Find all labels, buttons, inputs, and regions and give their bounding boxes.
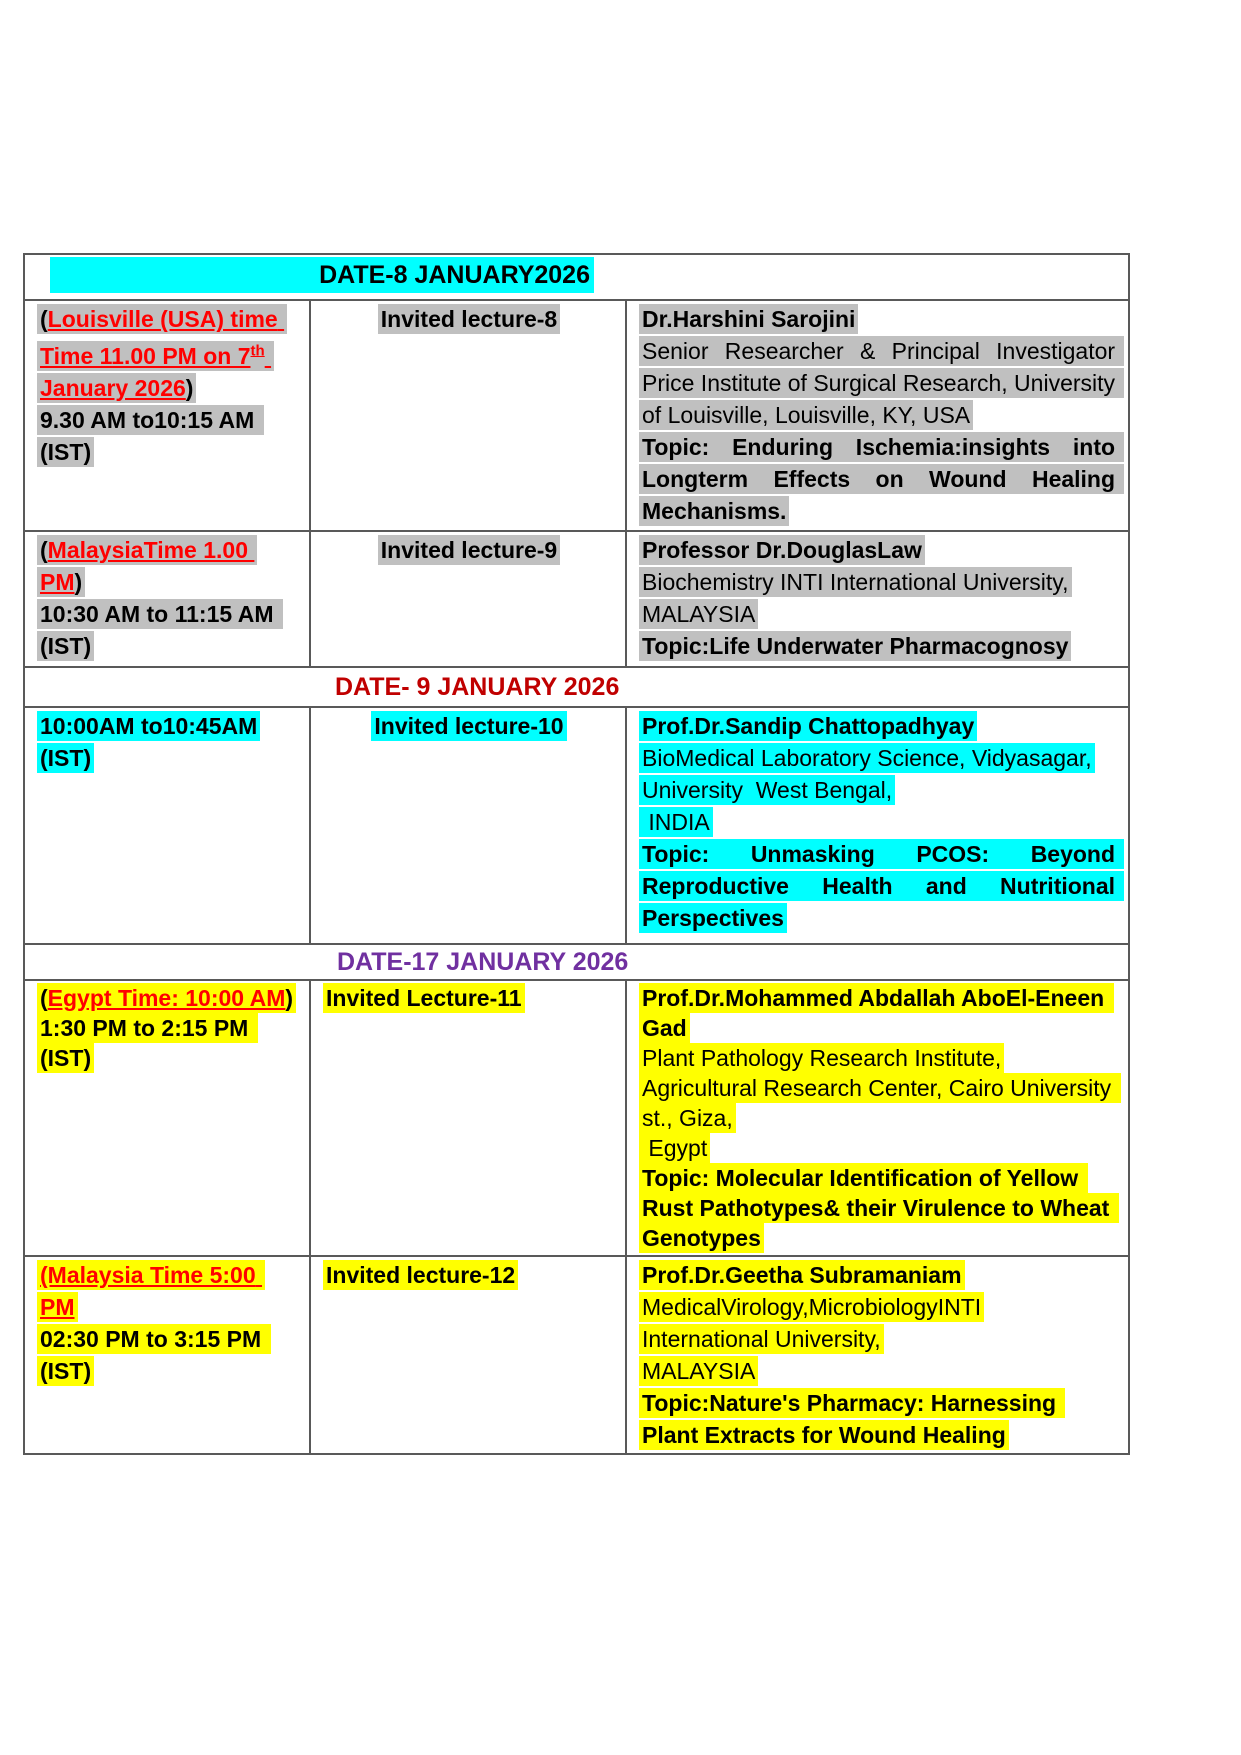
speaker-name: Prof.Dr.Mohammed Abdallah AboEl-Eneen Gad (639, 983, 1118, 1043)
lecture-11-speaker-cell (626, 980, 1129, 1256)
lecture-9-row (24, 531, 1129, 667)
timezone-red-text: (Malaysia Time 5:00 PM (40, 1262, 263, 1320)
lecture-8-row (24, 300, 1129, 531)
speaker-affiliation-line: Agricultural Research Center, Cairo University st., Giza, (639, 1073, 1118, 1133)
speaker-affiliation-line: MedicalVirology,MicrobiologyINTI (639, 1291, 1118, 1323)
speaker-affiliation-line: BioMedical Laboratory Science, Vidyasagar, (639, 742, 1118, 774)
lecture-11-time-cell (24, 980, 310, 1256)
lecture-10-ist: (IST) (37, 742, 299, 774)
schedule-table (23, 253, 1130, 1455)
speaker-affiliation-line: MALAYSIA (639, 598, 1118, 630)
timezone-red-text: Louisville (USA) time Time 11.00 PM on 7 (40, 306, 285, 369)
lecture-10-time: 10:00AM to10:45AM (37, 710, 299, 742)
lecture-11-timezone (37, 983, 299, 1013)
speaker-affiliation-line: Biochemistry INTI International University, (639, 566, 1118, 598)
speaker-name: Dr.Harshini Sarojini (639, 303, 1118, 335)
lecture-topic: Topic:Life Underwater Pharmacognosy (639, 630, 1118, 662)
speaker-affiliation-line: University West Bengal, (639, 774, 1118, 806)
lecture-12-label: Invited lecture-12 (323, 1260, 518, 1290)
paren-close: ) (74, 569, 83, 595)
speaker-affiliation-line: Egypt (639, 1133, 1118, 1163)
date-header-cell-jan8 (24, 254, 1129, 300)
lecture-10-speaker-cell (626, 707, 1129, 944)
date-header-cell-jan17 (24, 944, 1129, 980)
lecture-10-row (24, 707, 1129, 944)
speaker-name: Professor Dr.DouglasLaw (639, 534, 1118, 566)
lecture-topic: Topic: Enduring Ischemia:insights into Longterm Effects on Wound Healing Mechanisms. (639, 431, 1118, 527)
lecture-12-time-cell (24, 1256, 310, 1454)
speaker-affiliation: Senior Researcher & Principal Investigator Price Institute of Surgical Research, University of Louisville, Louisville, KY, USA (639, 335, 1118, 431)
paren-open: ( (40, 537, 48, 563)
lecture-11-label: Invited Lecture-11 (323, 983, 525, 1013)
lecture-12-label-cell (310, 1256, 626, 1454)
speaker-affiliation-line: Plant Pathology Research Institute, (639, 1043, 1118, 1073)
speaker-affiliation-line: INDIA (639, 806, 1118, 838)
lecture-12-row (24, 1256, 1129, 1454)
date-header-row-jan9 (24, 667, 1129, 707)
paren-close: ) (185, 374, 194, 401)
timezone-red-text: Egypt Time: 10:00 AM (47, 985, 286, 1011)
lecture-8-label: Invited lecture-8 (378, 304, 560, 334)
lecture-8-timezone (37, 303, 299, 404)
lecture-10-label-cell (310, 707, 626, 944)
date-header-jan8-wrap (37, 257, 1118, 293)
date-header-row-jan17 (24, 944, 1129, 980)
paren-open: ( (40, 306, 48, 332)
speaker-affiliation-line: MALAYSIA (639, 1355, 1118, 1387)
timezone-red-text-2: January 2026 (40, 342, 272, 401)
lecture-12-ist-time: 02:30 PM to 3:15 PM (IST) (37, 1323, 299, 1387)
lecture-10-time-cell (24, 707, 310, 944)
lecture-8-label-cell (310, 300, 626, 531)
lecture-11-label-cell (310, 980, 626, 1256)
speaker-affiliation-line: International University, (639, 1323, 1118, 1355)
lecture-9-label: Invited lecture-9 (378, 535, 560, 565)
lecture-topic: Topic: Unmasking PCOS: Beyond Reproductive Health and Nutritional Perspectives (639, 838, 1118, 934)
date-header-jan8: DATE-8 JANUARY2026 (50, 257, 594, 293)
timezone-red-text: MalaysiaTime 1.00 PM (40, 537, 255, 595)
lecture-12-timezone (37, 1259, 299, 1323)
date-header-jan17: DATE-17 JANUARY 2026 (337, 948, 629, 976)
lecture-9-label-cell (310, 531, 626, 667)
date-header-row-jan8 (24, 254, 1129, 300)
lecture-8-time-cell (24, 300, 310, 531)
lecture-8-ist-time: 9.30 AM to10:15 AM (IST) (37, 404, 299, 468)
date-header-cell-jan9 (24, 667, 1129, 707)
lecture-11-row (24, 980, 1129, 1256)
paren-close: ) (285, 985, 294, 1011)
speaker-name: Prof.Dr.Sandip Chattopadhyay (639, 710, 1118, 742)
speaker-name: Prof.Dr.Geetha Subramaniam (639, 1259, 1118, 1291)
date-header-jan9: DATE- 9 JANUARY 2026 (335, 673, 620, 701)
lecture-9-timezone (37, 534, 299, 598)
lecture-topic: Topic:Nature's Pharmacy: Harnessing Plant Extracts for Wound Healing (639, 1387, 1118, 1451)
lecture-topic: Topic: Molecular Identification of Yellow Rust Pathotypes& their Virulence to Wheat Genotypes (639, 1163, 1118, 1253)
lecture-10-label: Invited lecture-10 (371, 711, 566, 741)
lecture-9-speaker-cell (626, 531, 1129, 667)
lecture-8-speaker-cell (626, 300, 1129, 531)
lecture-11-ist-time: 1:30 PM to 2:15 PM (IST) (37, 1013, 299, 1073)
ordinal-superscript: th (250, 342, 265, 359)
lecture-12-speaker-cell (626, 1256, 1129, 1454)
lecture-9-ist-time: 10:30 AM to 11:15 AM (IST) (37, 598, 299, 662)
lecture-9-time-cell (24, 531, 310, 667)
paren-open: ( (40, 985, 48, 1011)
